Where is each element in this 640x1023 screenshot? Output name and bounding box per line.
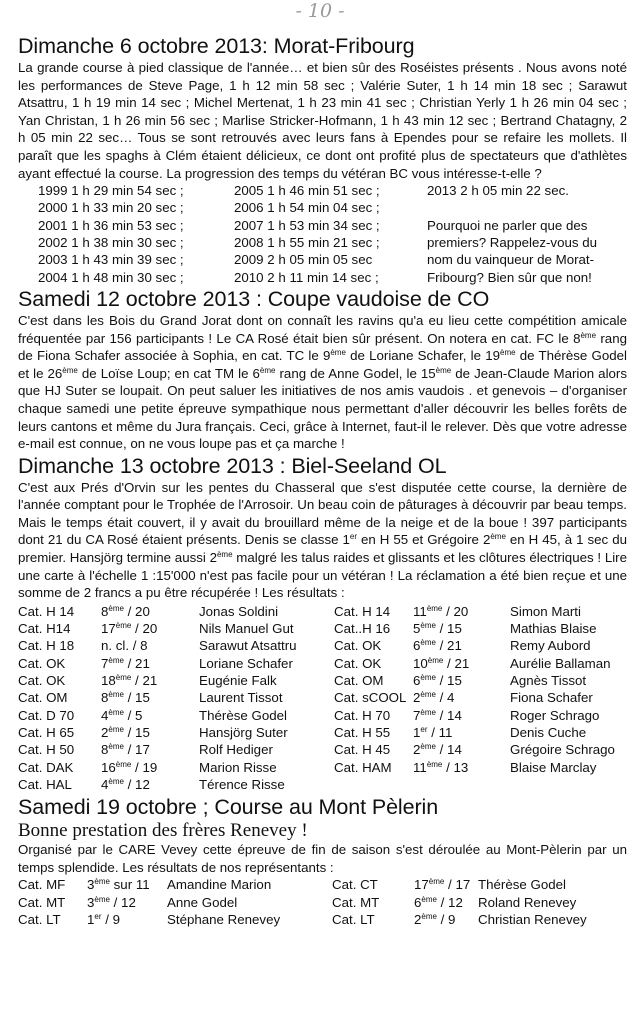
section-body-mont-pelerin: Organisé par le CARE Vevey cette épreuve de fin de saison s'est déroulée au Mont-Pèlerin par un temps splendide. Les résultats de nos représentants : — [18, 842, 627, 875]
result-name: Nils Manuel Gut — [199, 621, 294, 637]
result-category: Cat. CT — [332, 877, 378, 893]
result-name: Roger Schrago — [510, 707, 600, 723]
result-rank: 11ème / 13 — [413, 759, 469, 775]
result-name — [510, 776, 627, 793]
result-category: Cat. OK — [18, 655, 66, 671]
result-rank: 2ème / 14 — [413, 742, 462, 758]
section-title-coupe-vaudoise: Samedi 12 octobre 2013 : Coupe vaudoise de CO — [18, 286, 490, 311]
result-name: Sarawut Atsattru — [199, 638, 297, 654]
progression-row — [38, 217, 627, 234]
result-category: Cat. MT — [332, 894, 380, 910]
result-row — [18, 911, 627, 928]
result-category: Cat. H 50 — [18, 742, 75, 758]
result-name: Anne Godel — [167, 894, 238, 910]
result-name: Hansjörg Suter — [199, 724, 288, 740]
result-category: Cat. H 18 — [18, 638, 75, 654]
result-name: Remy Aubord — [510, 638, 591, 654]
result-rank: 6ème / 21 — [413, 638, 462, 654]
result-name: Simon Marti — [510, 603, 581, 619]
result-name: Mathias Blaise — [510, 621, 597, 637]
result-name: Rolf Hediger — [199, 742, 273, 758]
progression-cell: 2013 2 h 05 min 22 sec. — [427, 183, 569, 199]
result-category: Cat..H 16 — [334, 621, 391, 637]
result-rank: 1er / 11 — [413, 724, 453, 740]
result-rank: 7ème / 21 — [101, 655, 150, 671]
page-number: - 10 - — [295, 0, 345, 22]
result-name: Denis Cuche — [510, 724, 587, 740]
result-category: Cat. OM — [334, 673, 384, 689]
result-name: Amandine Marion — [167, 877, 272, 893]
result-name: Roland Renevey — [478, 894, 577, 910]
result-rank: 17ème / 20 — [101, 621, 158, 637]
progression-cell: 2002 1 h 38 min 30 sec ; — [38, 235, 184, 251]
result-category: Cat. H 14 — [334, 603, 391, 619]
section-body-coupe-vaudoise: C'est dans les Bois du Grand Jorat dont on connaît les ravins qu'a eu lieu cette compétition amicale fréquentée par 156 participants ! Le CA Rosé était bien sûr présent. On notera en cat. FC le 8ème rang de Fiona Schafer associée à Sophia, en cat. TC le 9ème de Loriane Schafer, le 19ème de Thérèse Godel et le 26ème de Loïse Loup; en cat TM le 6ème rang de Anne Godel, le 15ème de Jean-Claude Marion alors que HJ Suter se loupait. On peut saluer les initiatives de nos amis vaudois . et genevois – d'organiser chaque samedi une petite épreuve sympathique nous permettant d'aller découvrir les belles forêts de leurs cantons et même du Jura français. Ceci, grâce à Internet, faut-il le relever. Dès que votre adresse e-mail est connue, on ne vous loupe pas et ça marche ! — [18, 312, 627, 452]
result-category: Cat. OK — [334, 638, 382, 654]
result-rank: 6ème / 12 — [414, 894, 463, 910]
result-rank: 16ème / 19 — [101, 759, 158, 775]
result-row — [18, 672, 627, 689]
progression-row — [38, 234, 627, 251]
result-category: Cat. H 14 — [18, 603, 75, 619]
result-rank: 3ème / 12 — [87, 894, 136, 910]
result-name: Aurélie Ballaman — [510, 655, 611, 671]
result-category: Cat. OK — [18, 673, 66, 689]
result-rank: 6ème / 15 — [413, 673, 462, 689]
progression-cell — [427, 199, 627, 216]
results-table-biel-seeland — [18, 603, 627, 793]
result-category: Cat. H14 — [18, 621, 71, 637]
result-rank: 2ème / 9 — [414, 911, 456, 927]
result-name: Laurent Tissot — [199, 690, 283, 706]
result-rank: 5ème / 15 — [413, 621, 462, 637]
progression-cell: 2010 2 h 11 min 14 sec ; — [234, 269, 379, 285]
progression-row — [38, 251, 627, 268]
result-name: Blaise Marclay — [510, 759, 597, 775]
result-row — [18, 776, 627, 793]
result-name: Agnès Tissot — [510, 673, 587, 689]
result-category: Cat. LT — [332, 911, 375, 927]
result-rank: 18ème / 21 — [101, 673, 158, 689]
progression-cell: 2005 1 h 46 min 51 sec ; — [234, 183, 380, 199]
progression-cell: Pourquoi ne parler que des — [427, 217, 588, 233]
section-body-biel-seeland: C'est aux Prés d'Orvin sur les pentes du Chasseral que s'est disputée cette course, la dernière de l'année comptant pour le Trophée de l'Arrosoir. Un beau coin de pâturages à découvrir par beau temps. Mais le temps était couvert, il y avait du brouillard même de la neige et de la boue ! 397 participants dont 21 du CA Rosé étaient présents. Denis se classe 1er en H 55 et Grégoire 2ème en H 45, à 1 sec du premier. Hansjörg termine aussi 2ème malgré les talus raides et glissants et les clôtures électriques ! Lire une carte à l'échelle 1 :15'000 n'est pas facile pour un vétéran ! La réclamation a été bien reçue et une somme de 2 francs a pu être récupérée ! Les résultats : — [18, 479, 627, 601]
result-category: Cat. H 70 — [334, 707, 391, 723]
result-row — [18, 707, 627, 724]
result-row — [18, 689, 627, 706]
progression-cell: Fribourg? Bien sûr que non! — [427, 269, 592, 285]
result-category: Cat. OM — [18, 690, 68, 706]
result-category: Cat. H 65 — [18, 724, 75, 740]
result-rank — [413, 776, 510, 793]
result-name: Marion Risse — [199, 759, 277, 775]
progression-cell: 2003 1 h 43 min 39 sec ; — [38, 252, 184, 268]
result-category: Cat. MF — [18, 877, 66, 893]
page-content — [18, 34, 627, 928]
progression-cell: 2001 1 h 36 min 53 sec ; — [38, 217, 184, 233]
result-rank: 8ème / 20 — [101, 603, 150, 619]
result-name: Eugénie Falk — [199, 673, 277, 689]
result-name: Grégoire Schrago — [510, 742, 615, 758]
result-rank: 8ème / 17 — [101, 742, 150, 758]
progression-cell: 2008 1 h 55 min 21 sec ; — [234, 235, 380, 251]
result-row — [18, 655, 627, 672]
result-rank: 7ème / 14 — [413, 707, 462, 723]
section-title-mont-pelerin: Samedi 19 octobre ; Course au Mont Pèlerin — [18, 795, 439, 820]
result-rank: 8ème / 15 — [101, 690, 150, 706]
results-table-mont-pelerin — [18, 876, 627, 928]
progression-cell: 2007 1 h 53 min 34 sec ; — [234, 217, 380, 233]
result-row — [18, 724, 627, 741]
section-body-morat-fribourg: La grande course à pied classique de l'année… et bien sûr des Roséistes présents . Nous avons noté les performances de Steve Page, 1 h 12 min 58 sec ; Valérie Suter, 1 h 14 min 18 sec ; Sarawut Atsattru, 1 h 19 min 14 sec ; Michel Mertenat, 1 h 23 min 41 sec ; Christian Yerly 1 h 26 min 04 sec ; Yan Christan, 1 h 26 min 56 sec ; Marlise Stricker-Hofmann, 1 h 43 min 12 sec ; Bertrand Chatagny, 2 h 05 min 22 sec… Tous se sont retrouvés avec leurs fans à Ependes pour se refaire les mollets. Il paraît que les spaghs à Clém étaient délicieux, ce dont ont profité plus de spectateurs que d'athlètes ayant effectué la course. La progression des temps du vétéran BC vous intéresse-t-elle ? — [18, 60, 627, 181]
progression-row — [38, 269, 627, 286]
progression-cell: 1999 1 h 29 min 54 sec ; — [38, 183, 184, 199]
result-rank: 11ème / 20 — [413, 603, 469, 619]
progression-row — [38, 182, 627, 199]
result-category — [334, 776, 413, 793]
progression-cell: nom du vainqueur de Morat- — [427, 252, 595, 268]
result-name: Thérèse Godel — [478, 877, 566, 893]
result-category: Cat. OK — [334, 655, 382, 671]
result-name: Fiona Schafer — [510, 690, 593, 706]
result-rank: 4ème / 12 — [101, 776, 150, 792]
result-rank: 3ème sur 11 — [87, 877, 150, 893]
result-row — [18, 603, 627, 620]
section-subtitle-mont-pelerin: Bonne prestation des frères Renevey ! — [18, 820, 308, 842]
progression-cell: 2000 1 h 33 min 20 sec ; — [38, 200, 184, 216]
result-category: Cat. H 45 — [334, 742, 391, 758]
result-rank: 17ème / 17 — [414, 877, 471, 893]
progression-cell: premiers? Rappelez-vous du — [427, 235, 597, 251]
section-title-biel-seeland: Dimanche 13 octobre 2013 : Biel-Seeland OL — [18, 453, 447, 478]
result-row — [18, 637, 627, 654]
result-category: Cat. sCOOL — [334, 690, 407, 706]
result-category: Cat. HAL — [18, 776, 72, 792]
result-rank: 2ème / 15 — [101, 724, 150, 740]
result-row — [18, 876, 627, 893]
result-category: Cat. HAM — [334, 759, 392, 775]
result-category: Cat. LT — [18, 911, 61, 927]
result-category: Cat. H 55 — [334, 724, 391, 740]
progression-cell: 2004 1 h 48 min 30 sec ; — [38, 269, 184, 285]
result-row — [18, 759, 627, 776]
result-name: Christian Renevey — [478, 911, 587, 927]
result-name: Térence Risse — [199, 776, 285, 792]
progression-cell: 2009 2 h 05 min 05 sec — [234, 252, 373, 268]
result-rank: 4ème / 5 — [101, 707, 143, 723]
result-category: Cat. D 70 — [18, 707, 75, 723]
result-rank: n. cl. / 8 — [101, 638, 148, 654]
result-row — [18, 894, 627, 911]
progression-row — [38, 199, 627, 216]
section-title-morat-fribourg: Dimanche 6 octobre 2013: Morat-Fribourg — [18, 34, 415, 58]
result-name: Thérèse Godel — [199, 707, 287, 723]
result-name: Loriane Schafer — [199, 655, 293, 671]
result-row — [18, 741, 627, 758]
result-rank: 10ème / 21 — [413, 655, 470, 671]
progression-table — [38, 182, 627, 286]
result-category: Cat. DAK — [18, 759, 74, 775]
result-category: Cat. MT — [18, 894, 66, 910]
result-name: Jonas Soldini — [199, 603, 279, 619]
result-row — [18, 620, 627, 637]
result-rank: 1er / 9 — [87, 911, 121, 927]
progression-cell: 2006 1 h 54 min 04 sec ; — [234, 200, 380, 216]
result-rank: 2ème / 4 — [413, 690, 455, 706]
result-name: Stéphane Renevey — [167, 911, 281, 927]
